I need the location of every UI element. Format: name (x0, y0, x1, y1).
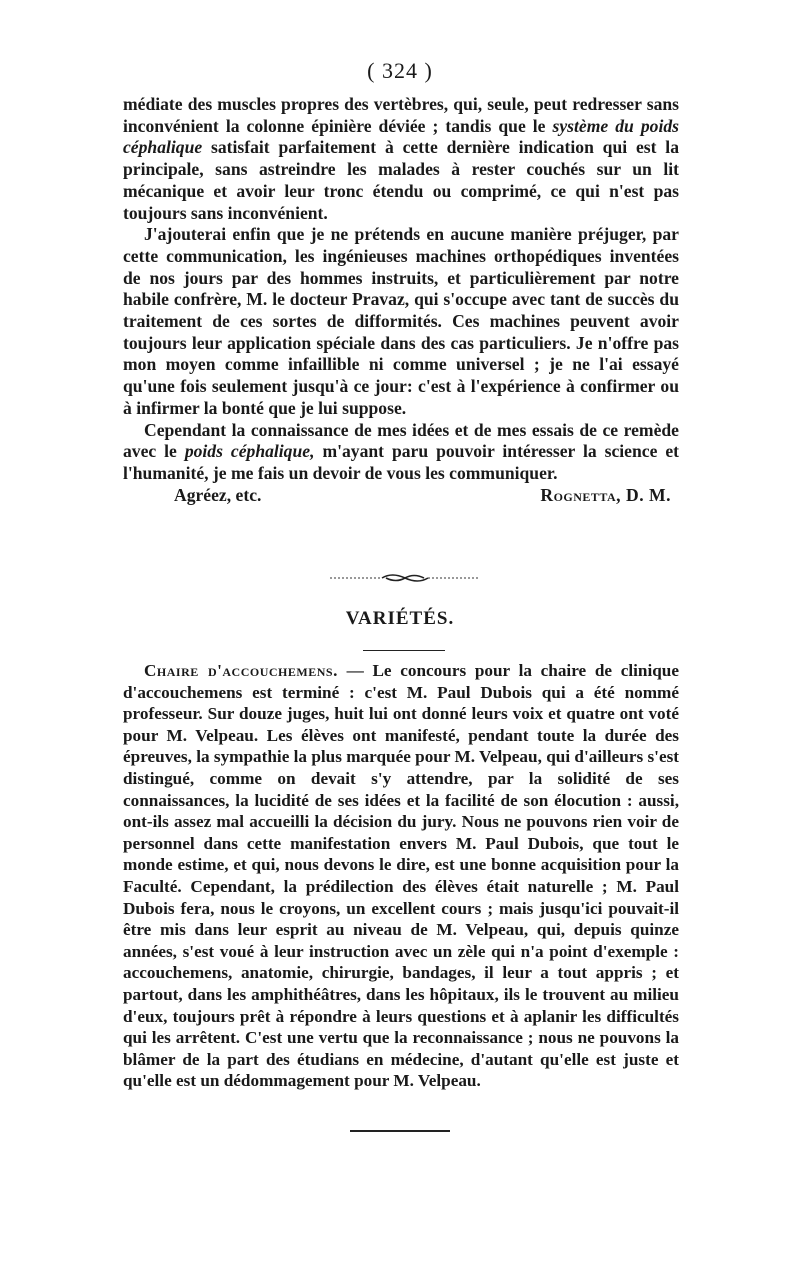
letter-paragraph-3: Cependant la connaissance de mes idées et de mes essais de ce remède avec le poids céphalique, m'ayant paru pouvoir intéresser la science et l'humanité, je me fais un devoir de vous les communiquer. (123, 419, 680, 483)
letter-text (123, 94, 679, 506)
varietes-text (123, 660, 679, 1092)
article-heading: Chaire d'accouchemens. (144, 661, 338, 680)
page-number: ( 324 ) (367, 58, 433, 83)
closing-formula: Agréez, etc. (174, 484, 262, 505)
section-title: VARIÉTÉS. (345, 608, 455, 629)
author-signature: Rognetta, D. M. (540, 484, 671, 505)
end-rule (350, 1130, 450, 1132)
section-divider-ornament (330, 572, 480, 584)
italic-term: poids céphalique, (184, 441, 315, 462)
letter-paragraph-2: J'ajouterai enfin que je ne prétends en aucune manière préjuger, par cette communication, les ingénieuses machines orthopédiques inventées de nos jours par des hommes instruits, et particulièrement par notre habile confrère, M. le docteur Pravaz, qui s'occupe avec tant de succès du traitement de ces sortes de difformités. Ces machines peuvent avoir toujours leur application spéciale dans des cas particuliers. Je n'offre pas mon moyen comme infaillible ni comme universel ; je ne l'ai essayé qu'une fois seulement jusqu'à ce jour: c'est à l'expérience à confirmer ou à infirmer la bonté que je lui suppose. (123, 224, 679, 418)
italic-term: système du poids céphalique (123, 115, 680, 158)
title-underline (363, 650, 445, 651)
letter-paragraph-1: médiate des muscles propres des vertèbres, qui, seule, peut redresser sans inconvénient la colonne épinière déviée ; tandis que le système du poids céphalique satisfait parfaitement à cette dernière indication qui est la principale, sans astreindre les malades à rester couchés sur un lit mécanique et avoir leur tronc étendu ou comprimé, ce qui n'est pas toujours sans inconvénient. (123, 94, 680, 223)
varietes-paragraph: Chaire d'accouchemens. — Le concours pour la chaire de clinique d'accouchemens est terminé : c'est M. Paul Dubois qui a été nommé professeur. Sur douze juges, huit lui ont donné leurs voix et quatre ont voté pour M. Velpeau. Les élèves ont manifesté, pendant toute la durée des épreuves, la sympathie la plus marquée pour M. Velpeau, qui d'ailleurs s'est distingué, comme on devait s'y attendre, par la solidité de ses connaissances, la lucidité de ses idées et la facilité de son élocution : aussi, ont-ils assez mal accueilli la décision du jury. Nous ne pouvons rien voir de personnel dans cette manifestation envers M. Paul Dubois, que tout le monde estime, et qui, nous devons le dire, est une bonne acquisition pour la Faculté. Cependant, la prédilection des élèves était naturelle ; M. Paul Dubois fera, nous le croyons, un excellent cours ; mais jusqu'ici pouvait-il être mis dans leur esprit au niveau de M. Velpeau, qui, depuis quinze années, s'est voué à leur instruction avec un zèle qui n'a point d'exemple : accouchemens, anatomie, chirurgie, bandages, il leur a tout appris ; et partout, dans les amphithéâtres, dans les hôpitaux, ils le trouvent au milieu d'eux, toujours prêt à répondre à leurs questions et à aplanir les difficultés qui les arrêtent. C'est une vertu que la reconnaissance ; nous ne pouvons la blâmer de la part des étudians en médecine, d'autant qu'elle est juste et qu'elle est un dédommagement pour M. Velpeau. (123, 661, 679, 1091)
letter-signoff (123, 485, 679, 507)
